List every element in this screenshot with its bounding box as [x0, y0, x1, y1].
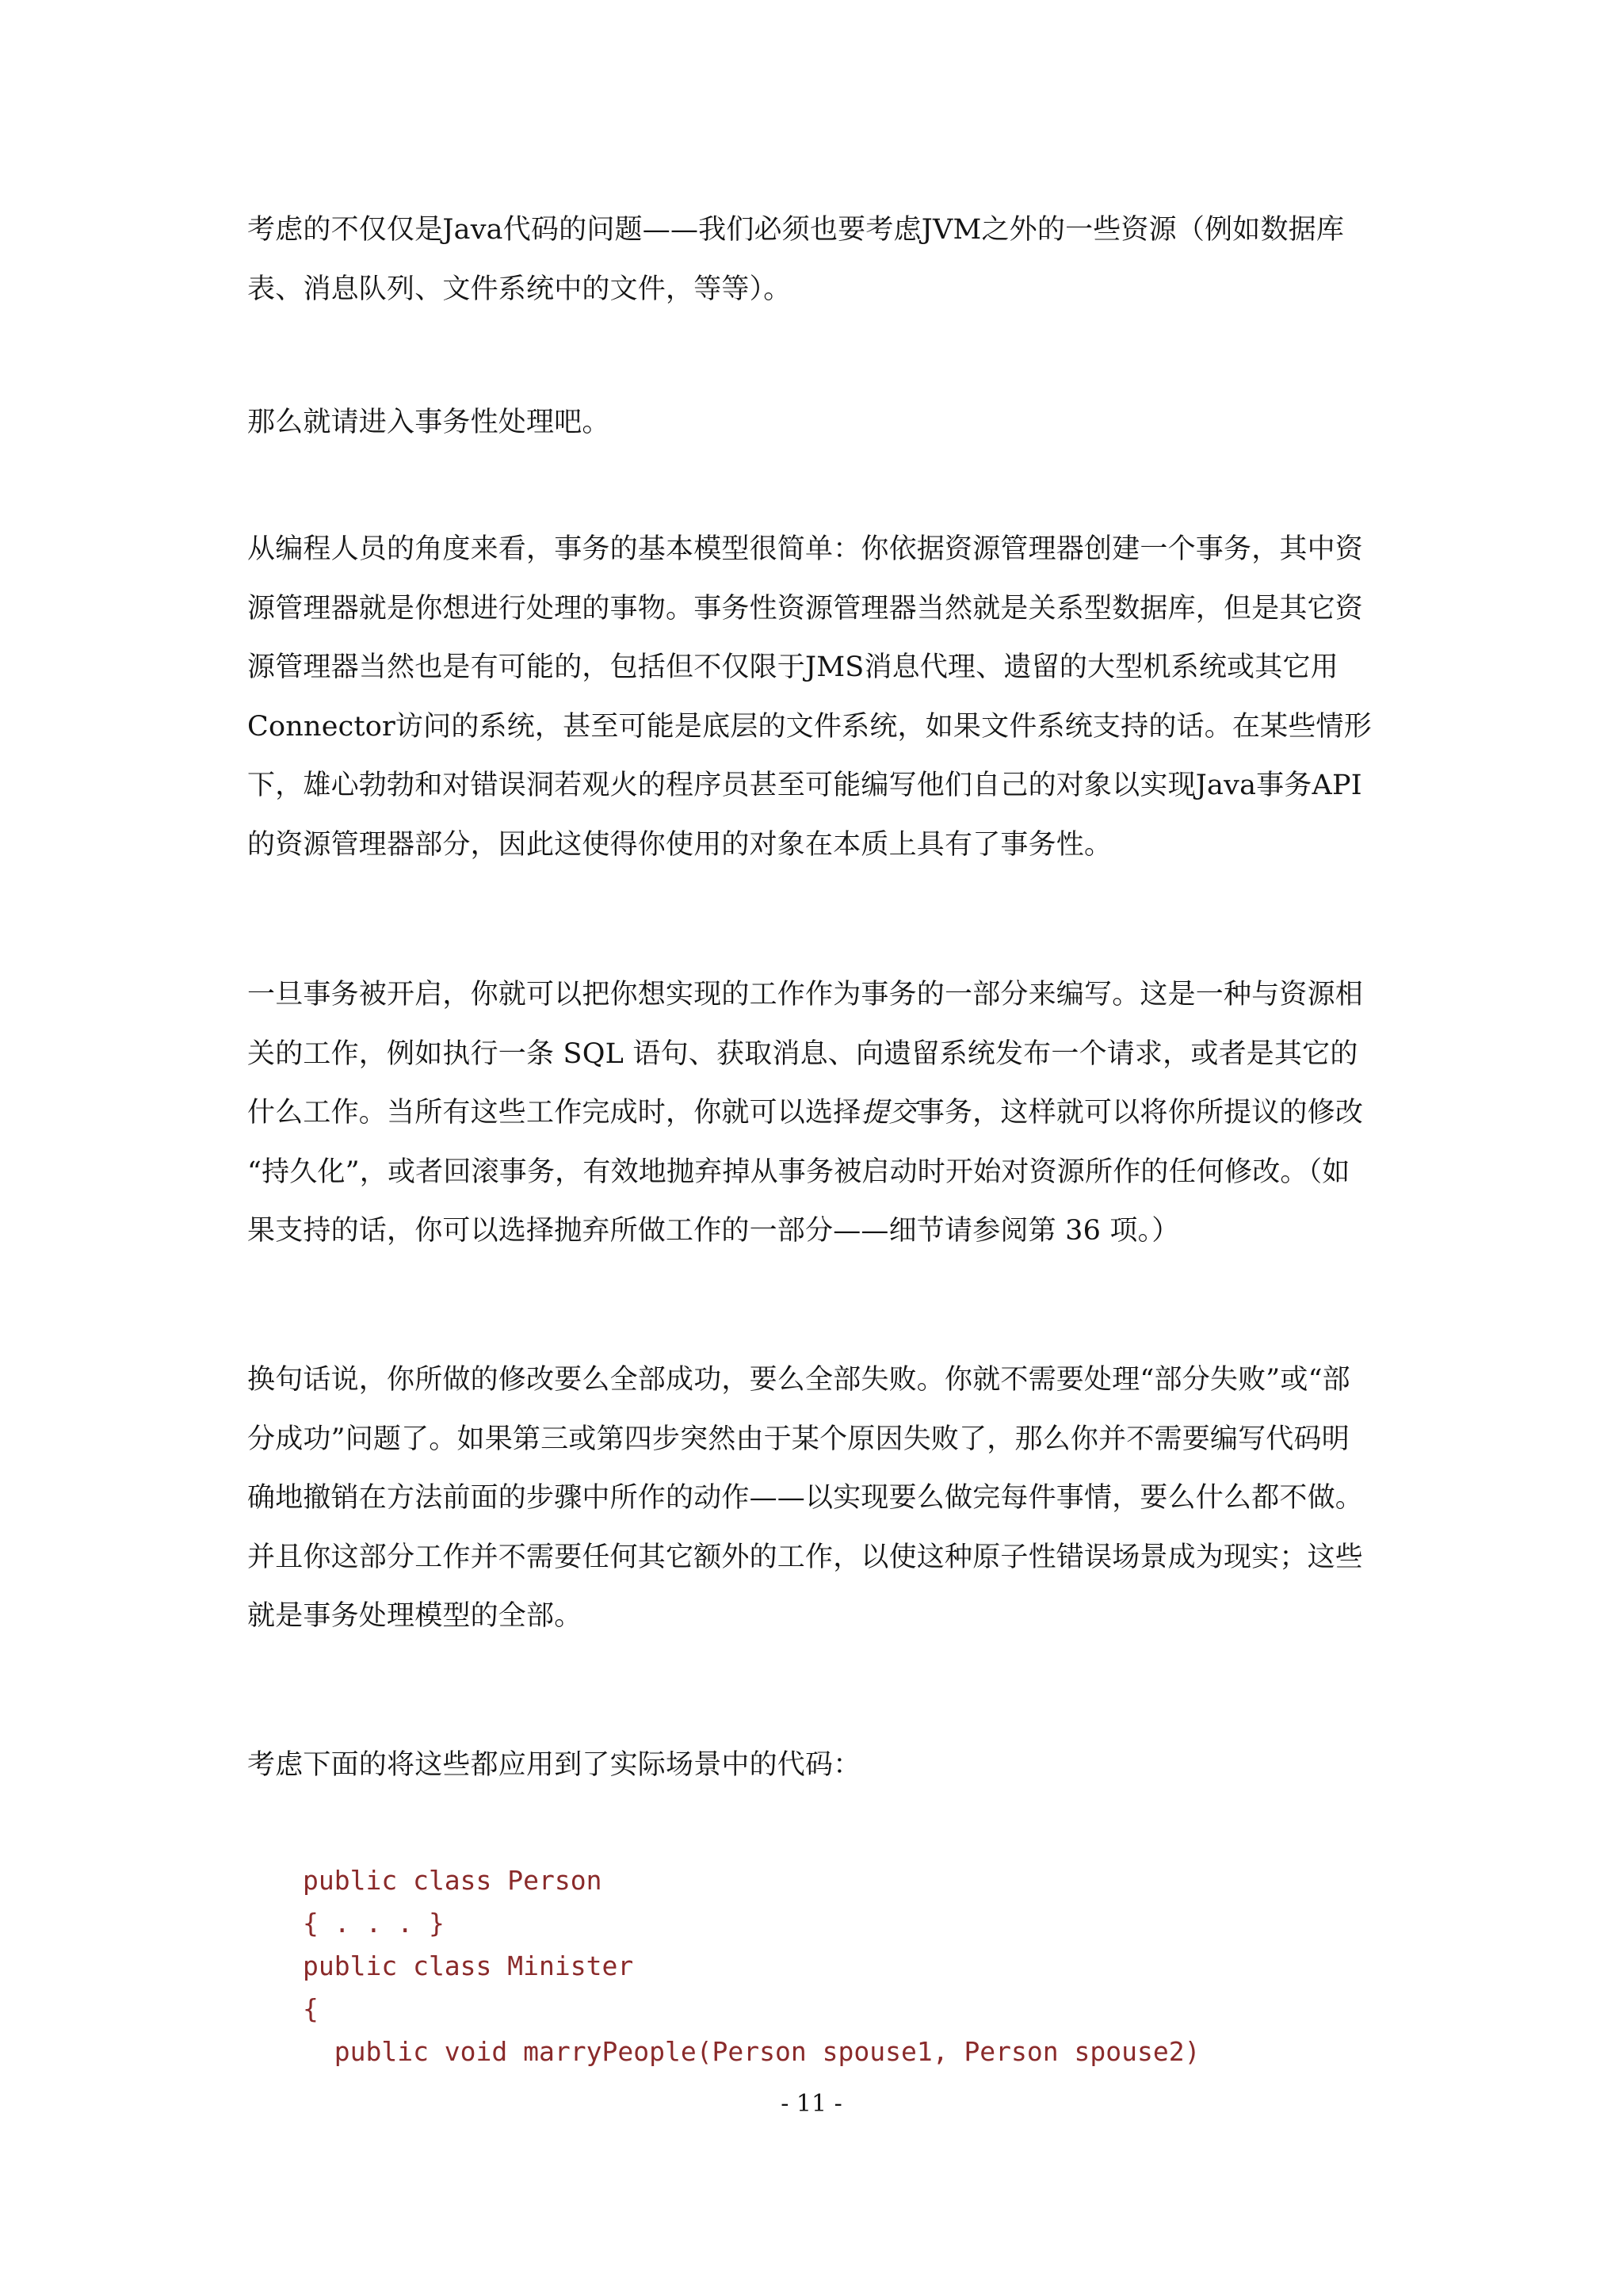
paragraph-transaction-model	[247, 520, 1385, 874]
text-line: 从编程人员的角度来看，事务的基本模型很简单：你依据资源管理器创建一个事务，其中资	[247, 533, 1364, 565]
code-line: { . . . }	[303, 1908, 445, 1939]
text-segment: 什么工作。当所有这些工作完成时，你就可以选择	[247, 1097, 861, 1129]
text-line	[247, 1083, 1385, 1143]
code-line: public void marryPeople(Person spouse1, Person spouse2)	[303, 2036, 1201, 2067]
code-line: public class Person	[303, 1865, 602, 1896]
paragraph-resources	[247, 201, 1385, 319]
code-line: {	[303, 1993, 319, 2024]
text-line: 考虑的不仅仅是Java代码的问题——我们必须也要考虑JVM之外的一些资源（例如数据库	[247, 214, 1345, 246]
paragraph-all-or-nothing	[247, 1350, 1385, 1646]
code-line: public class Minister	[303, 1950, 634, 1981]
paragraph-commit-rollback	[247, 965, 1385, 1261]
text-line: “持久化”，或者回滚事务，有效地抛弃掉从事务被启动时开始对资源所作的任何修改。（如	[247, 1156, 1350, 1188]
text-line: 确地撤销在方法前面的步骤中所作的动作——以实现要么做完每件事情，要么什么都不做。	[247, 1482, 1364, 1514]
text-line: 并且你这部分工作并不需要任何其它额外的工作，以使这种原子性错误场景成为现实；这些	[247, 1541, 1364, 1573]
text-line: 一旦事务被开启，你就可以把你想实现的工作作为事务的一部分来编写。这是一种与资源相	[247, 979, 1364, 1010]
text-line: Connector访问的系统，甚至可能是底层的文件系统，如果文件系统支持的话。在某些情形	[247, 710, 1372, 743]
text-line: 源管理器就是你想进行处理的事物。事务性资源管理器当然就是关系型数据库，但是其它资	[247, 592, 1364, 625]
text-line: 换句话说，你所做的修改要么全部成功，要么全部失败。你就不需要处理“部分失败”或“部	[247, 1364, 1350, 1396]
text-line: 果支持的话，你可以选择抛弃所做工作的一部分——细节请参阅第 36 项。）	[247, 1215, 1180, 1247]
paragraph-enter-transactions	[247, 393, 1385, 453]
text-line: 那么就请进入事务性处理吧。	[247, 407, 610, 438]
text-line: 就是事务处理模型的全部。	[247, 1600, 582, 1632]
paragraph-code-intro	[247, 1736, 1385, 1795]
text-line: 表、消息队列、文件系统中的文件，等等）。	[247, 273, 792, 305]
text-line: 考虑下面的将这些都应用到了实际场景中的代码：	[247, 1749, 861, 1781]
text-line: 关的工作，例如执行一条 SQL 语句、获取消息、向遗留系统发布一个请求，或者是其它的	[247, 1037, 1358, 1070]
text-line: 的资源管理器部分，因此这使得你使用的对象在本质上具有了事务性。	[247, 828, 1113, 861]
emphasis-commit: 提交	[861, 1097, 917, 1129]
page-number: - 11 -	[781, 2090, 842, 2118]
text-line: 源管理器当然也是有可能的，包括但不仅限于JMS消息代理、遗留的大型机系统或其它用	[247, 651, 1338, 683]
text-line: 分成功”问题了。如果第三或第四步突然由于某个原因失败了，那么你并不需要编写代码明	[247, 1423, 1350, 1455]
text-segment: 事务，这样就可以将你所提议的修改	[916, 1097, 1364, 1129]
text-line: 下，雄心勃勃和对错误洞若观火的程序员甚至可能编写他们自己的对象以实现Java事务API	[247, 770, 1362, 801]
code-listing	[303, 1859, 1200, 2073]
